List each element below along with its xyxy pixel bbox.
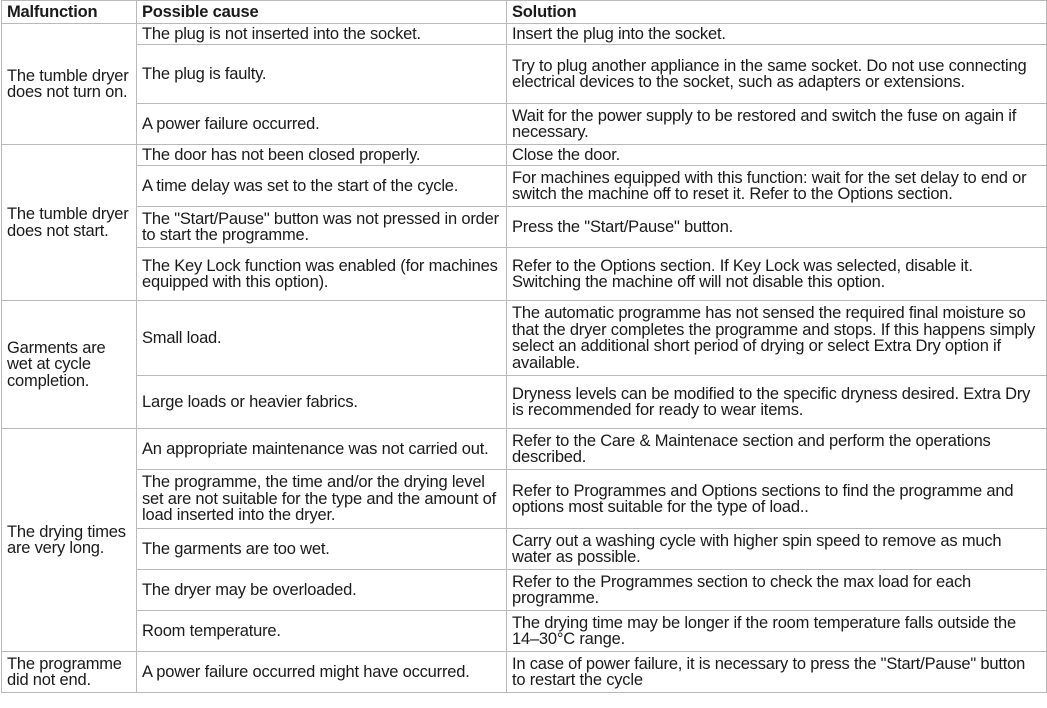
cause-cell: The dryer may be overloaded.	[137, 570, 507, 611]
table-row	[2, 429, 1047, 470]
table-row	[2, 570, 1047, 611]
solution-cell: Refer to the Options section. If Key Lock was selected, disable it. Switching the machine off will not disable this option.	[507, 248, 1047, 301]
header-malfunction: Malfunction	[2, 1, 137, 24]
cause-cell: Small load.	[137, 301, 507, 376]
cause-cell: Room temperature.	[137, 611, 507, 652]
solution-cell: In case of power failure, it is necessary to press the "Start/Pause" button to restart the cycle	[507, 652, 1047, 693]
malfunction-cell: The tumble dryer does not start.	[2, 145, 137, 301]
cause-cell: A power failure occurred.	[137, 104, 507, 145]
solution-cell: The automatic programme has not sensed the required final moisture so that the dryer completes the programme and stops. If this happens simply select an additional short period of drying or select Extra Dry option if available.	[507, 301, 1047, 376]
solution-cell: Close the door.	[507, 145, 1047, 166]
solution-cell: For machines equipped with this function: wait for the set delay to end or switch the machine off to reset it. Refer to the Options section.	[507, 166, 1047, 207]
table-row	[2, 611, 1047, 652]
cause-cell: A time delay was set to the start of the cycle.	[137, 166, 507, 207]
cause-cell: The Key Lock function was enabled (for machines equipped with this option).	[137, 248, 507, 301]
malfunction-cell: Garments are wet at cycle completion.	[2, 301, 137, 429]
table-row	[2, 652, 1047, 693]
cause-cell: The door has not been closed properly.	[137, 145, 507, 166]
cause-cell: Large loads or heavier fabrics.	[137, 376, 507, 429]
solution-cell: Refer to the Programmes section to check the max load for each programme.	[507, 570, 1047, 611]
solution-cell: Dryness levels can be modified to the specific dryness desired. Extra Dry is recommended for ready to wear items.	[507, 376, 1047, 429]
table-row	[2, 301, 1047, 376]
table-row	[2, 376, 1047, 429]
table-row	[2, 529, 1047, 570]
cause-cell: The plug is not inserted into the socket.	[137, 24, 507, 45]
table-row	[2, 104, 1047, 145]
malfunction-cell: The programme did not end.	[2, 652, 137, 693]
malfunction-cell: The tumble dryer does not turn on.	[2, 24, 137, 145]
cause-cell: A power failure occurred might have occurred.	[137, 652, 507, 693]
cause-cell: The "Start/Pause" button was not pressed in order to start the programme.	[137, 207, 507, 248]
header-solution: Solution	[507, 1, 1047, 24]
table-row	[2, 248, 1047, 301]
cause-cell: The garments are too wet.	[137, 529, 507, 570]
solution-cell: Try to plug another appliance in the same socket. Do not use connecting electrical devices to the socket, such as adapters or extensions.	[507, 45, 1047, 104]
solution-cell: Refer to the Care & Maintenace section and perform the operations described.	[507, 429, 1047, 470]
solution-cell: Carry out a washing cycle with higher spin speed to remove as much water as possible.	[507, 529, 1047, 570]
table-row	[2, 24, 1047, 45]
malfunction-cell: The drying times are very long.	[2, 429, 137, 652]
solution-cell: Refer to Programmes and Options sections to find the programme and options most suitable for the type of load..	[507, 470, 1047, 529]
table-row	[2, 207, 1047, 248]
cause-cell: An appropriate maintenance was not carried out.	[137, 429, 507, 470]
table-row	[2, 166, 1047, 207]
solution-cell: The drying time may be longer if the room temperature falls outside the 14–30°C range.	[507, 611, 1047, 652]
table-row	[2, 470, 1047, 529]
troubleshooting-table	[1, 0, 1047, 693]
solution-cell: Press the "Start/Pause" button.	[507, 207, 1047, 248]
table-row	[2, 145, 1047, 166]
table-row	[2, 45, 1047, 104]
header-possible-cause: Possible cause	[137, 1, 507, 24]
solution-cell: Wait for the power supply to be restored and switch the fuse on again if necessary.	[507, 104, 1047, 145]
cause-cell: The programme, the time and/or the drying level set are not suitable for the type and the amount of load inserted into the dryer.	[137, 470, 507, 529]
header-row	[2, 1, 1047, 24]
solution-cell: Insert the plug into the socket.	[507, 24, 1047, 45]
cause-cell: The plug is faulty.	[137, 45, 507, 104]
